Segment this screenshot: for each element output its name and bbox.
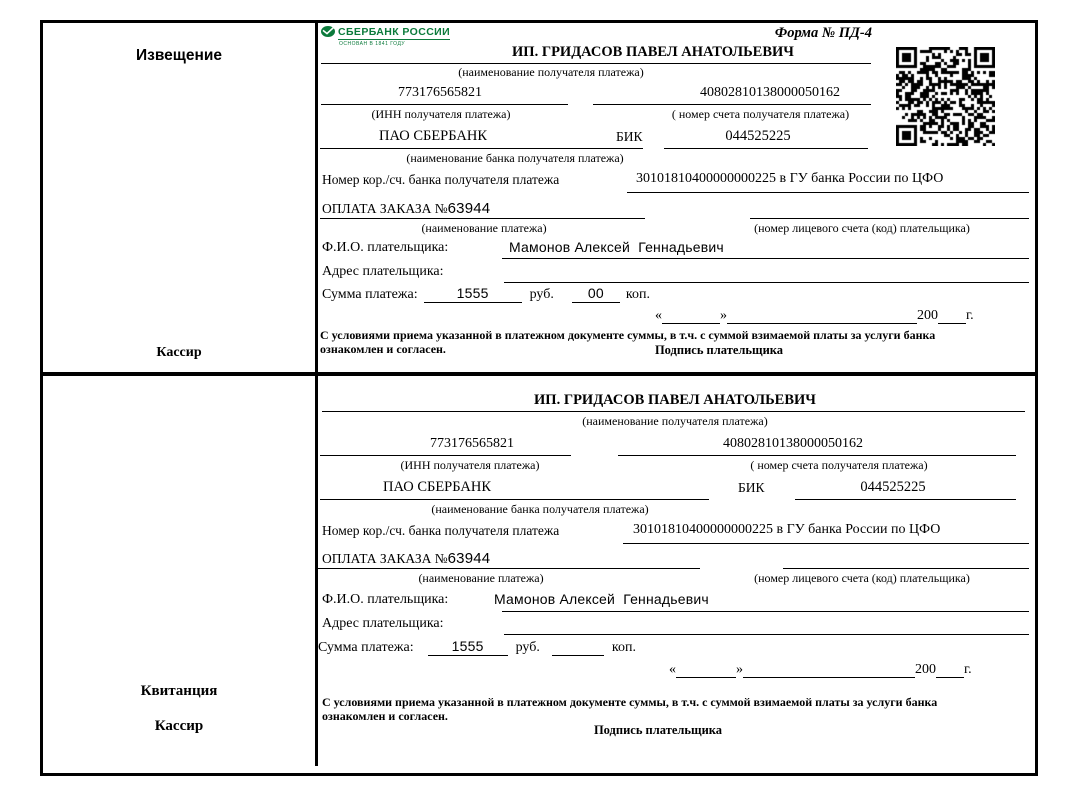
field-underline	[783, 568, 1029, 569]
receipt-form	[318, 376, 1035, 766]
field-underline	[502, 611, 1029, 612]
hint-account: ( номер счета получателя платежа)	[671, 107, 850, 121]
bank-name-value: ПАО СБЕРБАНК	[383, 479, 491, 495]
close-quote: »	[736, 661, 743, 677]
section-receipt	[43, 376, 1035, 766]
payer-fio-label: Ф.И.О. плательщика:	[322, 240, 449, 255]
field-underline	[502, 258, 1029, 259]
date-day-field	[662, 306, 720, 324]
inn-value: 773176565821	[398, 85, 482, 100]
hint-payment-name: (наименование платежа)	[421, 221, 547, 235]
field-underline	[623, 543, 1029, 544]
rub-label: руб.	[529, 286, 554, 302]
year-prefix: 200	[915, 661, 936, 677]
year-field	[938, 306, 966, 324]
payer-address-label: Адрес плательщика:	[322, 264, 444, 279]
field-underline	[320, 455, 571, 456]
amount-rub-field: 1555	[428, 638, 508, 656]
sberbank-logo-subtext: ОСНОВАН В 1841 ГОДУ	[339, 41, 406, 48]
payer-address-line	[504, 282, 1029, 283]
agreement-line1: С условиями приема указанной в платежном документе суммы, в т.ч. с суммой взимаемой платы за услуги банка	[322, 695, 938, 709]
hint-personal-account: (номер лицевого счета (код) плательщика)	[754, 571, 970, 585]
hint-recipient-name: (наименование получателя платежа)	[582, 414, 768, 428]
amount-kop-field: 00	[572, 285, 620, 303]
open-quote: «	[655, 307, 662, 323]
field-underline	[750, 218, 1029, 219]
field-underline	[795, 499, 1016, 500]
section-notice	[43, 23, 1035, 376]
account-value: 40802810138000050162	[723, 436, 863, 451]
account-value: 40802810138000050162	[700, 85, 840, 100]
year-suffix: г.	[964, 661, 972, 677]
stub-title-receipt: Квитанция	[140, 683, 218, 699]
signature-label: Подпись плательщика	[654, 343, 784, 357]
kop-label: коп.	[625, 286, 650, 302]
payment-purpose-label: ОПЛАТА ЗАКАЗА №	[322, 201, 448, 216]
date-row	[669, 660, 972, 678]
amount-kop-field	[552, 638, 604, 656]
hint-bank-name: (наименование банка получателя платежа)	[406, 151, 624, 165]
corr-account-label: Номер кор./сч. банка получателя платежа	[322, 172, 560, 187]
corr-account-value: 30101810400000000225 в ГУ банка России по ЦФО	[633, 522, 941, 537]
hint-bank-name: (наименование банка получателя платежа)	[431, 502, 649, 516]
notice-stub	[43, 23, 318, 372]
hint-inn: (ИНН получателя платежа)	[400, 458, 540, 472]
receipt-stub	[43, 376, 318, 766]
stub-cashier-notice: Кассир	[156, 345, 202, 360]
field-underline	[320, 499, 709, 500]
form-number-title: Форма № ПД-4	[774, 25, 872, 41]
stub-title-notice: Извещение	[136, 47, 222, 64]
open-quote: «	[669, 661, 676, 677]
payment-purpose	[322, 200, 490, 217]
corr-account-label: Номер кор./сч. банка получателя платежа	[322, 523, 560, 538]
order-number: 63944	[447, 550, 491, 567]
field-underline	[321, 63, 871, 64]
date-month-field	[727, 306, 917, 324]
field-underline	[320, 218, 645, 219]
payer-fio-value: Мамонов Алексей Геннадьевич	[509, 239, 724, 255]
rub-label: руб.	[515, 639, 540, 655]
document-frame	[40, 20, 1038, 776]
inn-value: 773176565821	[430, 436, 514, 451]
bik-label: БИК	[616, 129, 643, 144]
year-prefix: 200	[917, 307, 938, 323]
year-field	[936, 660, 964, 678]
bik-value: 044525225	[860, 479, 926, 495]
close-quote: »	[720, 307, 727, 323]
sberbank-emblem-icon	[321, 24, 335, 42]
field-underline	[627, 192, 1029, 193]
field-underline	[318, 568, 700, 569]
hint-personal-account: (номер лицевого счета (код) плательщика)	[754, 221, 970, 235]
bik-value: 044525225	[725, 128, 791, 144]
payment-purpose-label: ОПЛАТА ЗАКАЗА №	[322, 551, 448, 566]
signature-label: Подпись плательщика	[593, 723, 723, 737]
stub-cashier-receipt: Кассир	[154, 718, 204, 734]
hint-payment-name: (наименование платежа)	[418, 571, 544, 585]
payment-sum-label: Сумма платежа:	[318, 639, 414, 655]
field-underline	[593, 104, 871, 105]
payer-address-line	[504, 634, 1029, 635]
recipient-name: ИП. ГРИДАСОВ ПАВЕЛ АНАТОЛЬЕВИЧ	[512, 44, 794, 60]
date-day-field	[676, 660, 736, 678]
payer-fio-value: Мамонов Алексей Геннадьевич	[494, 591, 709, 607]
agreement-line2: ознакомлен и согласен.	[320, 342, 446, 356]
field-underline	[618, 455, 1016, 456]
hint-account: ( номер счета получателя платежа)	[750, 458, 928, 472]
bik-label: БИК	[738, 480, 765, 495]
kop-label: коп.	[611, 639, 636, 655]
field-underline	[321, 104, 568, 105]
amount-rub-field: 1555	[424, 285, 522, 303]
payment-purpose	[322, 550, 490, 567]
sberbank-logo-text: СБЕРБАНК РОССИИ	[338, 26, 450, 40]
payment-sum-label: Сумма платежа:	[322, 286, 418, 302]
notice-form	[318, 23, 1035, 372]
year-suffix: г.	[966, 307, 974, 323]
recipient-name: ИП. ГРИДАСОВ ПАВЕЛ АНАТОЛЬЕВИЧ	[534, 392, 816, 408]
bank-name-value: ПАО СБЕРБАНК	[379, 128, 487, 144]
date-month-field	[743, 660, 915, 678]
hint-inn: (ИНН получателя платежа)	[371, 107, 511, 121]
field-underline	[320, 148, 643, 149]
field-underline	[322, 411, 1025, 412]
hint-recipient-name: (наименование получателя платежа)	[458, 65, 644, 79]
payer-address-label: Адрес плательщика:	[322, 616, 444, 631]
payer-fio-label: Ф.И.О. плательщика:	[322, 592, 449, 607]
field-underline	[664, 148, 868, 149]
agreement-line2: ознакомлен и согласен.	[322, 709, 448, 723]
agreement-line1: С условиями приема указанной в платежном документе суммы, в т.ч. с суммой взимаемой платы за услуги банка	[320, 328, 936, 342]
payment-sum-row	[318, 638, 636, 656]
order-number: 63944	[447, 200, 491, 217]
corr-account-value: 30101810400000000225 в ГУ банка России по ЦФО	[636, 171, 944, 186]
date-row	[655, 306, 974, 324]
payment-sum-row	[322, 285, 650, 303]
